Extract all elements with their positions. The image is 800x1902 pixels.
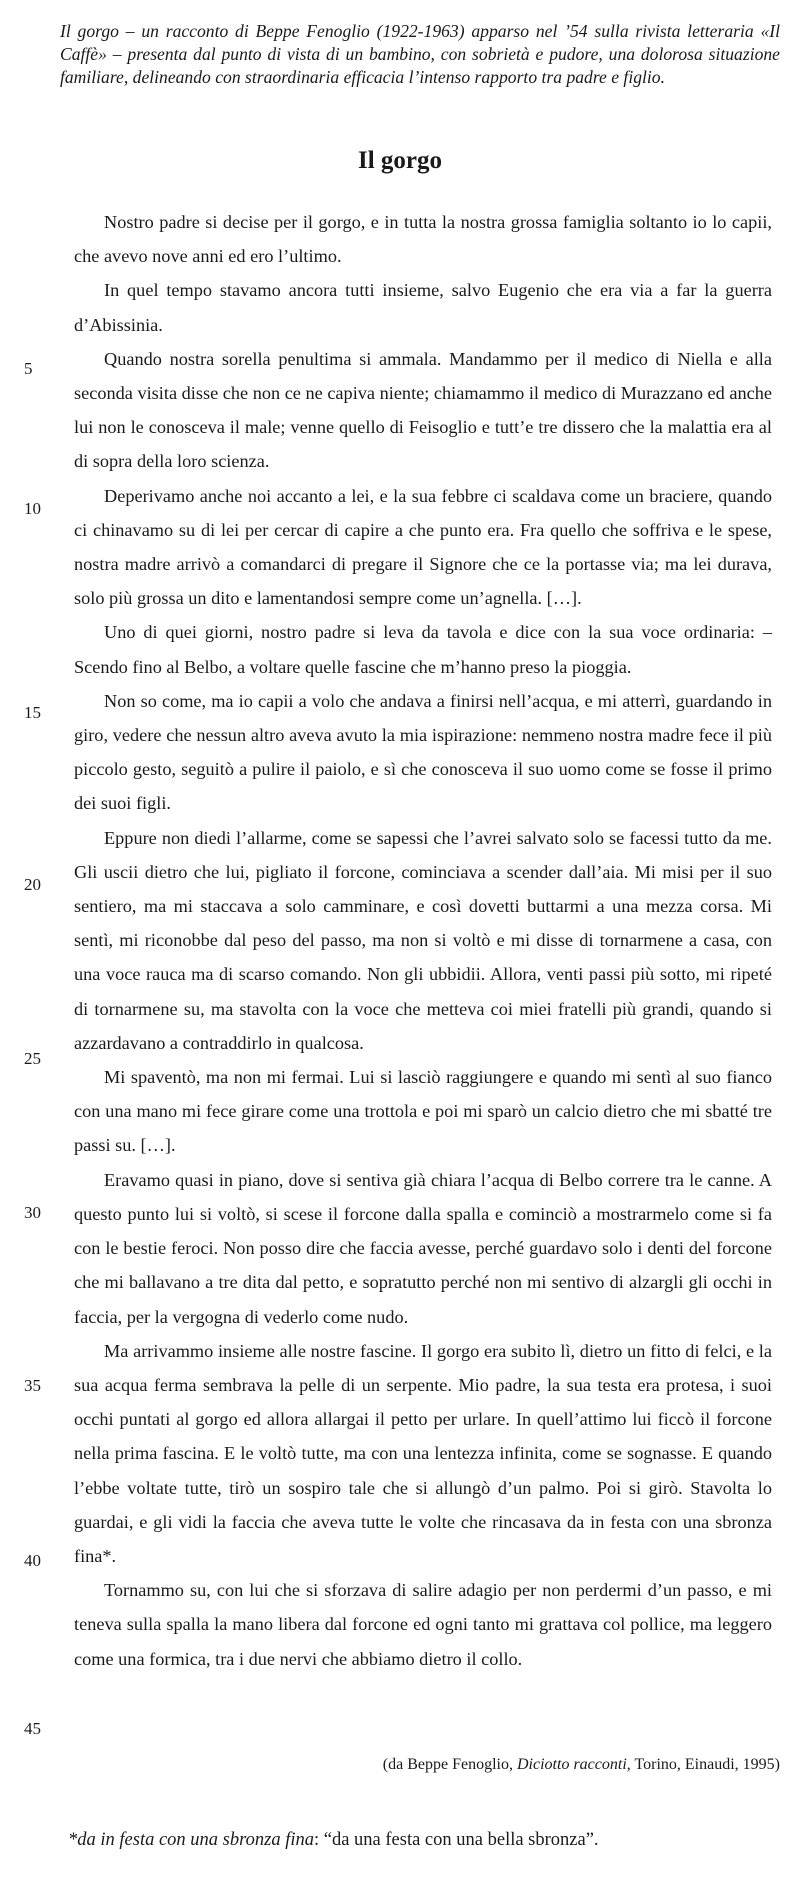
story-paragraph: Non so come, ma io capii a volo che andava a finirsi nell’acqua, e mi atterrì, guardando in giro, vedere che nessun altro aveva avuto la mia ispirazione: nemmeno nostra madre fece il più piccolo gesto, seguitò a pulire il paiolo, e sì che conosceva il suo uomo come se fosse il primo dei suoi figli. bbox=[74, 690, 772, 814]
story-paragraph: Mi spaventò, ma non mi fermai. Lui si lasciò raggiungere e quando mi sentì al suo fianco con una mano mi fece girare come una trottola e poi mi sparò un calcio dietro che mi sbatté tre passi su. […]. bbox=[74, 1067, 772, 1156]
story-paragraph: Eppure non diedi l’allarme, come se sapessi che l’avrei salvato solo se facessi tutto da me. Gli uscii dietro che lui, pigliato il forcone, cominciava a scender dall’aia. Mi misi per il suo sentiero, ma mi staccava a solo camminare, e così dovetti buttarmi a una mezza corsa. Mi sentì, mi riconobbe dal peso del passo, ma non si voltò e mi disse di tornarmene a casa, con una voce rauca ma di scarso comando. Non gli ubbidii. Allora, venti passi più sotto, mi ripeté di tornarmene su, ma stavolta con la voce che metteva coi miei fratelli più grandi, quando si azzardavano a contraddirlo in qualcosa. bbox=[74, 827, 772, 1053]
intro-paragraph: Il gorgo – un racconto di Beppe Fenoglio (1922-1963) apparso nel ’54 sulla rivista letteraria «Il Caffè» – presenta dal punto di vista di un bambino, con sobrietà e pudore, una dolorosa situazione familiare, delineando con straordinaria efficacia l’intenso rapporto tra padre e figlio. bbox=[60, 21, 780, 87]
source-suffix: , Torino, Einaudi, 1995) bbox=[626, 1756, 780, 1773]
line-number: 5 bbox=[24, 359, 33, 378]
footnote-definition: : “da una festa con una bella sbronza”. bbox=[313, 1830, 599, 1850]
line-number: 10 bbox=[24, 499, 41, 518]
line-number: 15 bbox=[24, 703, 41, 722]
story-paragraph: Deperivamo anche noi accanto a lei, e la sua febbre ci scaldava come un braciere, quando ci chinavamo su di lei per cercar di capire a che punto era. Fra quello che soffriva e le spese, nostra madre arrivò a comandarci di pregare il Signore che ce la portasse via; ma lei durava, solo più grossa un dito e lamentandosi sempre come un’agnella. […]. bbox=[74, 485, 772, 609]
source-book-title: Diciotto racconti bbox=[517, 1756, 627, 1773]
source-citation bbox=[383, 1755, 780, 1775]
story-paragraph: Eravamo quasi in piano, dove si sentiva già chiara l’acqua di Belbo correre tra le canne. A questo punto lui si voltò, si scese il forcone dalla spalla e cominciò a mostrarmelo come si fa con le bestie feroci. Non posso dire che faccia avesse, perché guardavo solo i denti del forcone che mi ballavano a tre dita dal petto, e sopratutto perché non mi sentivo di alzargli gli occhi in faccia, per la vergogna di vederlo come nudo. bbox=[74, 1169, 772, 1327]
line-number: 45 bbox=[24, 1719, 41, 1738]
story-paragraph: Ma arrivammo insieme alle nostre fascine. Il gorgo era subito lì, dietro un fitto di felci, e la sua acqua ferma sembrava la pelle di un serpente. Mio padre, la sua testa era protesa, i suoi occhi puntati al gorgo ed allora allargai il petto per urlare. In quell’attimo lui ficcò il forcone nella prima fascina. E le voltò tutte, ma con una lentezza infinita, come se sognasse. E quando l’ebbe voltate tutte, tirò un sospiro tale che si allungò d’un palmo. Poi si girò. Stavolta lo guardai, e gli vidi la faccia che aveva tutte le volte che rincasava da in festa con una sbronza fina*. bbox=[74, 1340, 772, 1566]
story-body bbox=[74, 205, 772, 1676]
line-number: 40 bbox=[24, 1551, 41, 1570]
story-paragraph: Quando nostra sorella penultima si ammala. Mandammo per il medico di Niella e alla seconda visita disse che non ce ne capiva niente; chiamammo il medico di Murazzano ed anche lui non le conosceva il male; venne quello di Feisoglio e tutt’e tre dissero che la malattia era al di sopra della loro scienza. bbox=[74, 348, 772, 472]
footnote bbox=[68, 1828, 788, 1852]
story-paragraph: Uno di quei giorni, nostro padre si leva da tavola e dice con la sua voce ordinaria: – Scendo fino al Belbo, a voltare quelle fascine che m’hanno preso la pioggia. bbox=[74, 622, 772, 677]
story-paragraph: Tornammo su, con lui che si sforzava di salire adagio per non perdermi d’un passo, e mi teneva sulla spalla la mano libera dal forcone ed ogni tanto mi grattava col pollice, ma leggero come una formica, tra i due nervi che abbiamo dietro il collo. bbox=[74, 1580, 772, 1669]
line-number: 20 bbox=[24, 875, 41, 894]
line-number: 30 bbox=[24, 1203, 41, 1222]
line-number: 35 bbox=[24, 1376, 41, 1395]
story-paragraph: In quel tempo stavamo ancora tutti insieme, salvo Eugenio che era via a far la guerra d’Abissinia. bbox=[74, 280, 772, 335]
source-prefix: (da Beppe Fenoglio, bbox=[382, 1756, 517, 1773]
line-number: 25 bbox=[24, 1049, 41, 1068]
story-paragraph: Nostro padre si decise per il gorgo, e in tutta la nostra grossa famiglia soltanto io lo capii, che avevo nove anni ed ero l’ultimo. bbox=[74, 212, 772, 267]
footnote-term: *da in festa con una sbronza fina bbox=[68, 1830, 314, 1850]
story-title: Il gorgo bbox=[357, 147, 443, 174]
